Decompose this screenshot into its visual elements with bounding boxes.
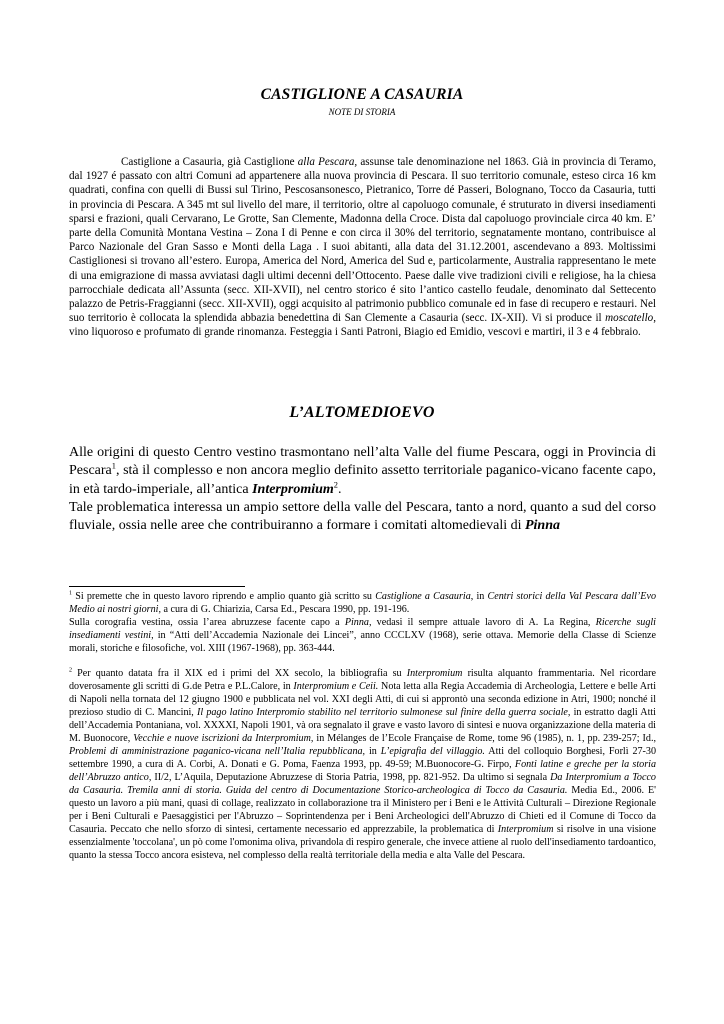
- footnote-2-italic-g: Fonti latine e greche per la storia dell’Abruzzo antico,: [69, 759, 656, 783]
- footnote-2-text-f: in: [365, 746, 381, 757]
- footnote-1-text-f: in “Atti dell’Accademia Nazionale dei Lincei”, anno CCCLXV (1968), serie ottava. Memorie della Classe di Scienze morali, storiche e filosofiche, vol. XIII (1967-1968), pp. 363-444.: [69, 630, 656, 654]
- footnote-gap: [69, 655, 656, 667]
- footnote-1-italic-e: Ricerche sugli insediamenti vestini,: [69, 617, 656, 641]
- footnote-1-text-d: Sulla corografia vestina, ossia l’area abruzzese facente capo a: [69, 617, 345, 628]
- footnote-separator: [69, 586, 245, 587]
- footnote-2-text-e: in Mélanges de l’Ecole Française de Rome, tome 96 (1985), n. 1, pp. 239-257; Id.,: [313, 733, 656, 744]
- footnote-2-italic-f: L’epigrafia del villaggio.: [380, 746, 485, 757]
- footnote-2-text-b: risulta alquanto frammentaria. Nel ricordare doverosamente gli scritti di G.de Petra e P.L.Calore, in: [69, 668, 656, 692]
- body-text-4: Tale problematica interessa un ampio settore della valle del Pescara, tanto a nord, quanto a sud del corso fluviale, ossia nelle aree che contribuiranno a formare i comitati altomedievali di: [69, 499, 656, 534]
- footnote-2-text-c: Nota letta alla Regia Accademia di Archeologia, Lettere e belle Arti di Napoli nella tornata del 12 giugno 1900 e pubblicata nel vol. XXI degli Atti, di cui si approntò una seconda edizione in Atri, 1900; nonché il prezioso studio di C. Mancini,: [69, 681, 656, 718]
- footnote-2-italic-d: Vecchie e nuove iscrizioni da Interpromium,: [133, 733, 314, 744]
- body-paragraph-2: [69, 499, 656, 536]
- intro-text-3: , vino liquoroso e profumato di grande rinomanza. Festeggia i Santi Patroni, Biagio ed Emidio, vescovi e martiri, il 3 e 4 febbraio.: [69, 312, 656, 339]
- footnote-2-italic-a: Interpromium: [406, 668, 463, 679]
- intro-paragraph: [69, 155, 656, 340]
- footnote-1-text-b: , in: [470, 591, 488, 602]
- intro-italic-1: alla Pescara,: [297, 156, 358, 168]
- intro-text-2: assunse tale denominazione nel 1863. Già in provincia di Teramo, dal 1927 é passato con altri Comuni ad appartenere alla nuova provincia di Pescara. Il suo territorio comunale, esteso circa 16 km quadrati, confina con quelli di Bussi sul Tirino, Pescosansonesco, Pietranico, Torre dé Passeri, Bolognano, Tocco da Casauria, tutti in provincia di Pescara. A 345 mt sul livello del mare, il territorio, oltre al capoluogo comunale, é struturato in diversi insediamenti sparsi e frazioni, quali Cervarano, Le Grotte, San Clemente, Madonna della Croce. Dista dal capoluogo provinciale circa 40 km. E’ parte della Comunità Montana Vestina – Zona I di Penne e con circa il 30% del territorio, segnatamente montano, contribuisce al Parco Nazionale del Gran Sasso e Monti della Laga . I suoi abitanti, alla data del 31.12.2001, ascendevano a 893. Moltissimi Castiglionesi si trovano all’estero. Europa, America del Nord, America del Sud e, particolarmente, Australia rappresentano le mete di una emigrazione di massa avviatasi dagli ultimi decenni dell’Ottocento. Paese dalle vive tradizioni civili e religiose, ha la chiesa parrocchiale dedicata all’Assunta (secc. XII-XVII), nel centro storico é sito l’antico castello feudale, denominato dal Settecento palazzo de Petris-Fraggianni (secc. XII-XVII), oggi acquisito al patrimonio pubblico comunale ed in fase di recupero e restauri. Nel suo territorio è collocata la splendida abbazia benedettina di San Clemente a Casauria (secc. IX-XII). Vi si produce il: [69, 156, 656, 325]
- intro-text-1: Castiglione a Casauria, già Castiglione: [121, 156, 298, 168]
- footnote-1-text-a: Si premette che in questo lavoro riprendo e amplio quanto già scritto su: [72, 591, 376, 602]
- footnote-2-text-j: si risolve in una visione essenzialmente 'toccolana', un pò come l'omonima oliva, privandola di respiro generale, che invece attiene al ruolo dell'insediamento tardoantico, quanto la stessa Tocco ancora esisteva, nel complesso della realtà territoriale della media e alta Valle del Pescara.: [69, 824, 657, 861]
- section-body: [69, 444, 656, 535]
- footnote-1: [69, 590, 656, 616]
- footnote-2-italic-i: Interpromium: [497, 824, 554, 835]
- body-bold-pinna: Pinna: [524, 518, 560, 534]
- footnote-2-text-h: II/2, L’Aquila, Deputazione Abruzzese di Storia Patria, 1998, pp. 821-952. Da ultimo si segnala: [151, 772, 551, 783]
- footnotes: [69, 590, 656, 862]
- intro-italic-2: moscatello: [605, 312, 654, 325]
- footnote-2: [69, 667, 656, 862]
- footnote-1-italic-a: Castiglione a Casauria: [375, 591, 471, 602]
- footnote-2-number: 2: [69, 667, 73, 674]
- footnote-2-text-a: Per quanto datata fra il XIX ed i primi del XX secolo, la bibliografia su: [72, 668, 407, 679]
- footnote-2-text-i: Media Ed., 2006. E' questo un lavoro a più mani, quasi di collage, realizzato in collaborazione tra il Ministero per i Beni e le Attività Culturali – Direzione Regionale per i Beni Culturali e Paesaggistici per l'Abruzzo – Soprintendenza per i Beni Archeologici dell'Abruzzo di Chieti ed il Comune di Tocco da Casauria. Peccato che nello sforzo di sintesi, certamente necessario ed apprezzabile, la problematica di: [69, 785, 656, 835]
- body-text-2: , stà il complesso e non ancora meglio definito assetto territoriale paganico-vicano facente capo, in età tardo-imperiale, all’antica: [69, 463, 656, 497]
- section-heading: L’ALTOMEDIOEVO: [289, 404, 435, 421]
- footnote-2-italic-c: Il pago latino Interpromio stabilito nel territorio sulmonese sul finire della guerra sociale,: [196, 707, 571, 718]
- footnote-1-continued: [69, 616, 656, 655]
- body-text-1: Alle origini di questo Centro vestino trasmontano nell’alta Valle del fiume Pescara, oggi in Provincia di Pescara: [69, 445, 656, 479]
- footnote-ref-2[interactable]: 2: [333, 479, 338, 489]
- footnote-1-text-c: a cura di G. Chiarizia, Carsa Ed., Pescara 1990, pp. 191-196.: [160, 604, 410, 615]
- footnote-1-italic-d: Pinna,: [344, 617, 372, 628]
- footnote-1-number: 1: [69, 590, 73, 597]
- document-subtitle: NOTE DI STORIA: [328, 107, 396, 117]
- body-paragraph-1: [69, 444, 656, 499]
- footnote-1-text-e: vedasi il sempre attuale lavoro di A. La Regina,: [371, 617, 596, 628]
- footnote-2-text-g: Atti del colloquio Borghesi, Forlì 27-30 settembre 1990, a cura di A. Corbi, A. Donati e G. Poma, Faenza 1993, pp. 49-59; M.Buonocore-G. Firpo,: [69, 746, 656, 770]
- footnote-1-italic-b: Centri storici della Val Pescara dall’Evo Medio ai nostri giorni,: [69, 591, 656, 615]
- footnote-2-italic-h: Da Interpromium a Tocco da Casauria. Tremila anni di storia. Guida del centro di Documentazione Storico-archeologica di Tocco da Casauria.: [69, 772, 656, 796]
- footnote-2-italic-e: Problemi di amministrazione paganico-vicana nell’Italia repubblicana,: [69, 746, 366, 757]
- footnote-2-text-d: in estratto dagli Atti dell’Accademia Pontaniana, vol. XXXXI, Napoli 1901, và ora segnalato il grave e vasto lavoro di sintesi e nuova organizzazione della materia di M. Buonocore,: [69, 707, 656, 744]
- body-text-3: .: [337, 481, 342, 497]
- body-bold-interpromium: Interpromium: [252, 481, 334, 497]
- footnote-ref-1[interactable]: 1: [111, 461, 116, 471]
- footnote-2-italic-b: Interpromium e Ceii.: [293, 681, 379, 692]
- document-title: CASTIGLIONE A CASAURIA: [260, 86, 464, 103]
